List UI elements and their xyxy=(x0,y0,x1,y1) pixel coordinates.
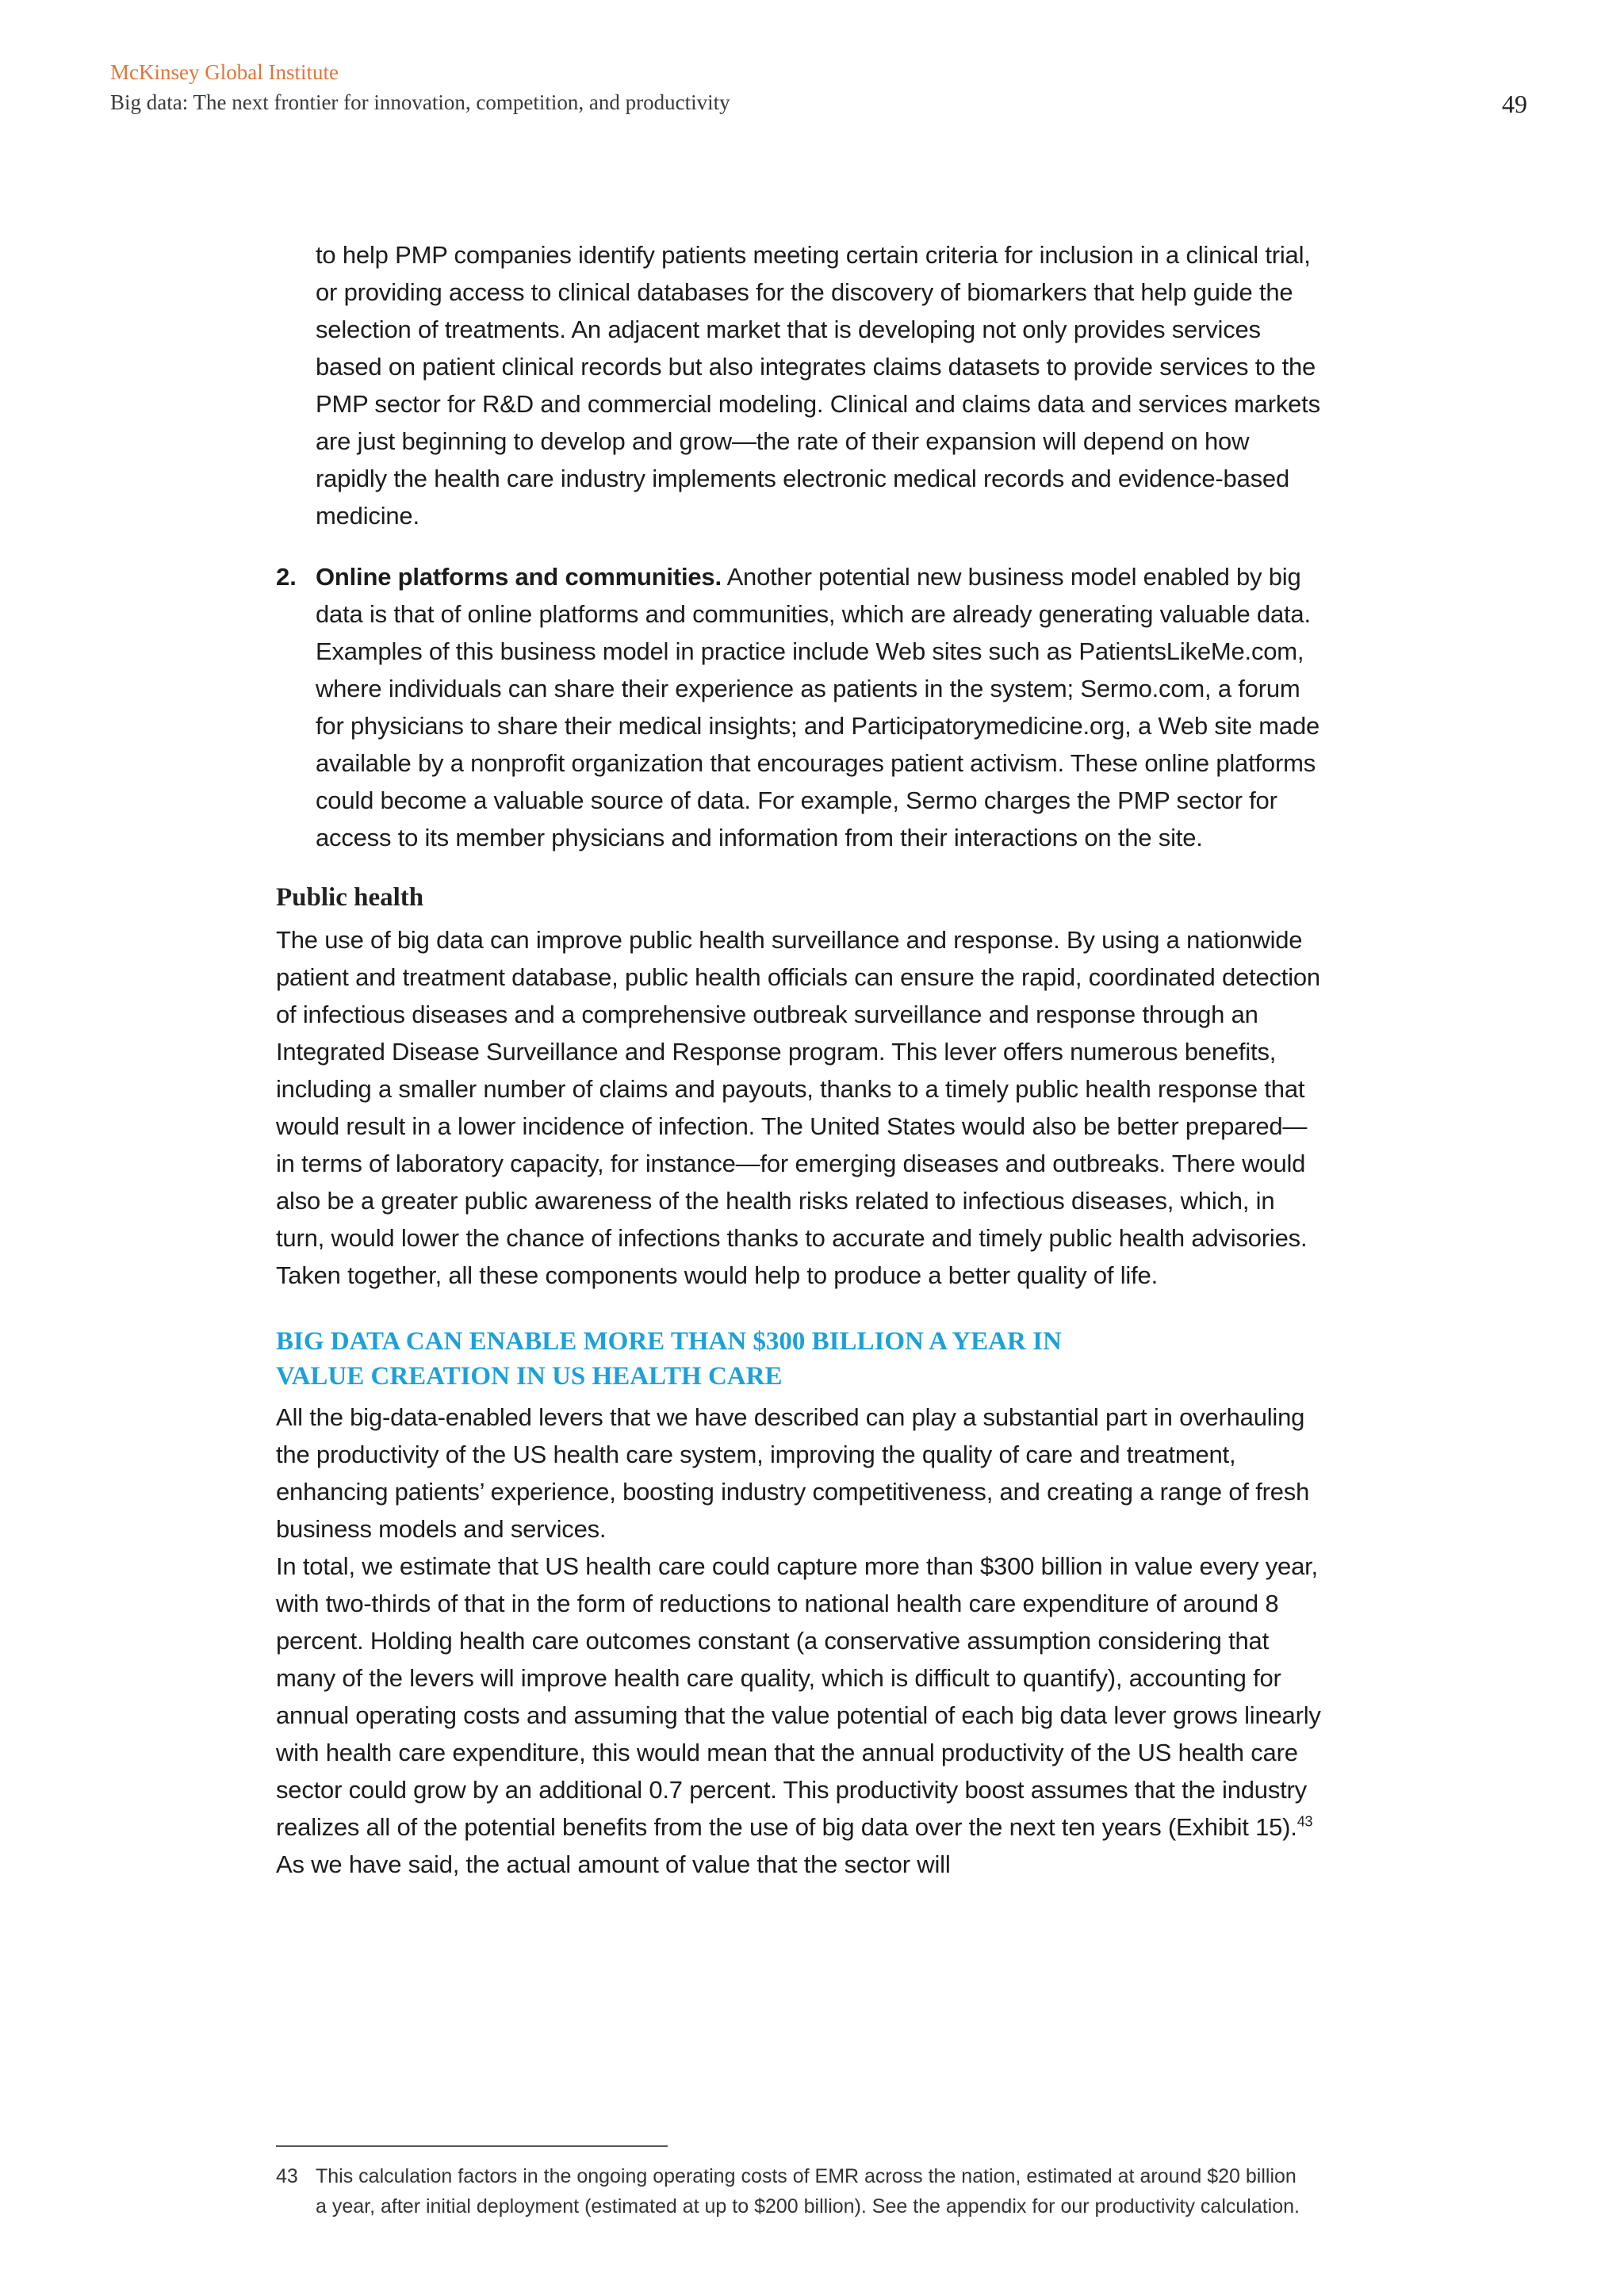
value-paragraph-2 xyxy=(276,1548,1323,1883)
value-paragraph-2-tail: As we have said, the actual amount of value that the sector will xyxy=(276,1850,951,1878)
list-item-lead: Online platforms and communities. xyxy=(316,563,722,591)
publisher-name: McKinsey Global Institute xyxy=(110,60,339,84)
list-number: 2. xyxy=(276,563,297,591)
footnote-divider xyxy=(276,2145,668,2147)
public-health-heading: Public health xyxy=(276,883,424,912)
value-section-heading xyxy=(276,1324,1323,1394)
continued-paragraph: to help PMP companies identify patients meeting certain criteria for inclusion in a clinical trial, or providing access to clinical databases for the discovery of biomarkers that help guide the selection of treatments. An adjacent market that is developing not only provides services based on patient clinical records but also integrates claims datasets to provide services to the PMP sector for R&D and commercial modeling. Clinical and claims data and services markets are just beginning to develop and grow—the rate of their expansion will depend on how rapidly the health care industry implements electronic medical records and evidence-based medicine. xyxy=(316,241,1320,530)
footnote-number: 43 xyxy=(276,2165,298,2187)
value-paragraph-2-text: In total, we estimate that US health care could capture more than $300 billion in value every year, with two-thirds of that in the form of reductions to national health care expenditure of around 8 percent. Holding health care outcomes constant (a conservative assumption considering that many of the levers will improve health care quality, which is difficult to quantify), accounting for annual operating costs and assuming that the value potential of each big data lever grows linearly with health care expenditure, this would mean that the annual productivity of the US health care sector could grow by an additional 0.7 percent. This productivity boost assumes that the industry realizes all of the potential benefits from the use of big data over the next ten years (Exhibit 15). xyxy=(276,1552,1321,1841)
value-heading-line1: BIG DATA CAN ENABLE MORE THAN $300 BILLION A YEAR IN xyxy=(276,1327,1062,1356)
value-heading-line2: VALUE CREATION IN US HEALTH CARE xyxy=(276,1362,783,1391)
footnote-text: This calculation factors in the ongoing operating costs of EMR across the nation, estimated at around $20 billion a year, after initial deployment (estimated at up to $200 billion). See the appendix for our productivity calculation. xyxy=(316,2165,1300,2218)
list-item-body: Another potential new business model enabled by big data is that of online platforms and communities, which are already generating valuable data. Examples of this business model in practice include Web sites such as PatientsLikeMe.com, where individuals can share their experience as patients in the system; Sermo.com, a forum for physicians to share their medical insights; and Participatorymedicine.org, a Web site made available by a nonprofit organization that encourages patient activism. These online platforms could become a valuable source of data. For example, Sermo charges the PMP sector for access to its member physicians and information from their interactions on the site. xyxy=(316,563,1320,851)
report-title: Big data: The next frontier for innovation, competition, and productivity xyxy=(110,90,730,114)
public-health-paragraph: The use of big data can improve public health surveillance and response. By using a nationwide patient and treatment database, public health officials can ensure the rapid, coordinated detection of infectious diseases and a comprehensive outbreak surveillance and response through an Integrated Disease Surveillance and Response program. This lever offers numerous benefits, including a smaller number of claims and payouts, thanks to a timely public health response that would result in a lower incidence of infection. The United States would also be better prepared—in terms of laboratory capacity, for instance—for emerging diseases and outbreaks. There would also be a greater public awareness of the health risks related to infectious diseases, which, in turn, would lower the chance of infections thanks to accurate and timely public health advisories. Taken together, all these components would help to produce a better quality of life. xyxy=(276,926,1320,1289)
list-item-text xyxy=(316,558,1323,856)
list-item-1-continued xyxy=(276,236,1331,534)
value-paragraph-1: All the big-data-enabled levers that we have described can play a substantial part in overhauling the productivity of the US health care system, improving the quality of care and treatment, enhancing patients’ experience, boosting industry competitiveness, and creating a range of fresh business models and services. xyxy=(276,1403,1310,1543)
footnote xyxy=(276,2161,1307,2221)
list-item-2 xyxy=(276,558,1331,856)
footnote-reference: 43 xyxy=(1297,1813,1313,1830)
page-number: 49 xyxy=(1502,90,1527,118)
main-content xyxy=(276,236,1331,1883)
